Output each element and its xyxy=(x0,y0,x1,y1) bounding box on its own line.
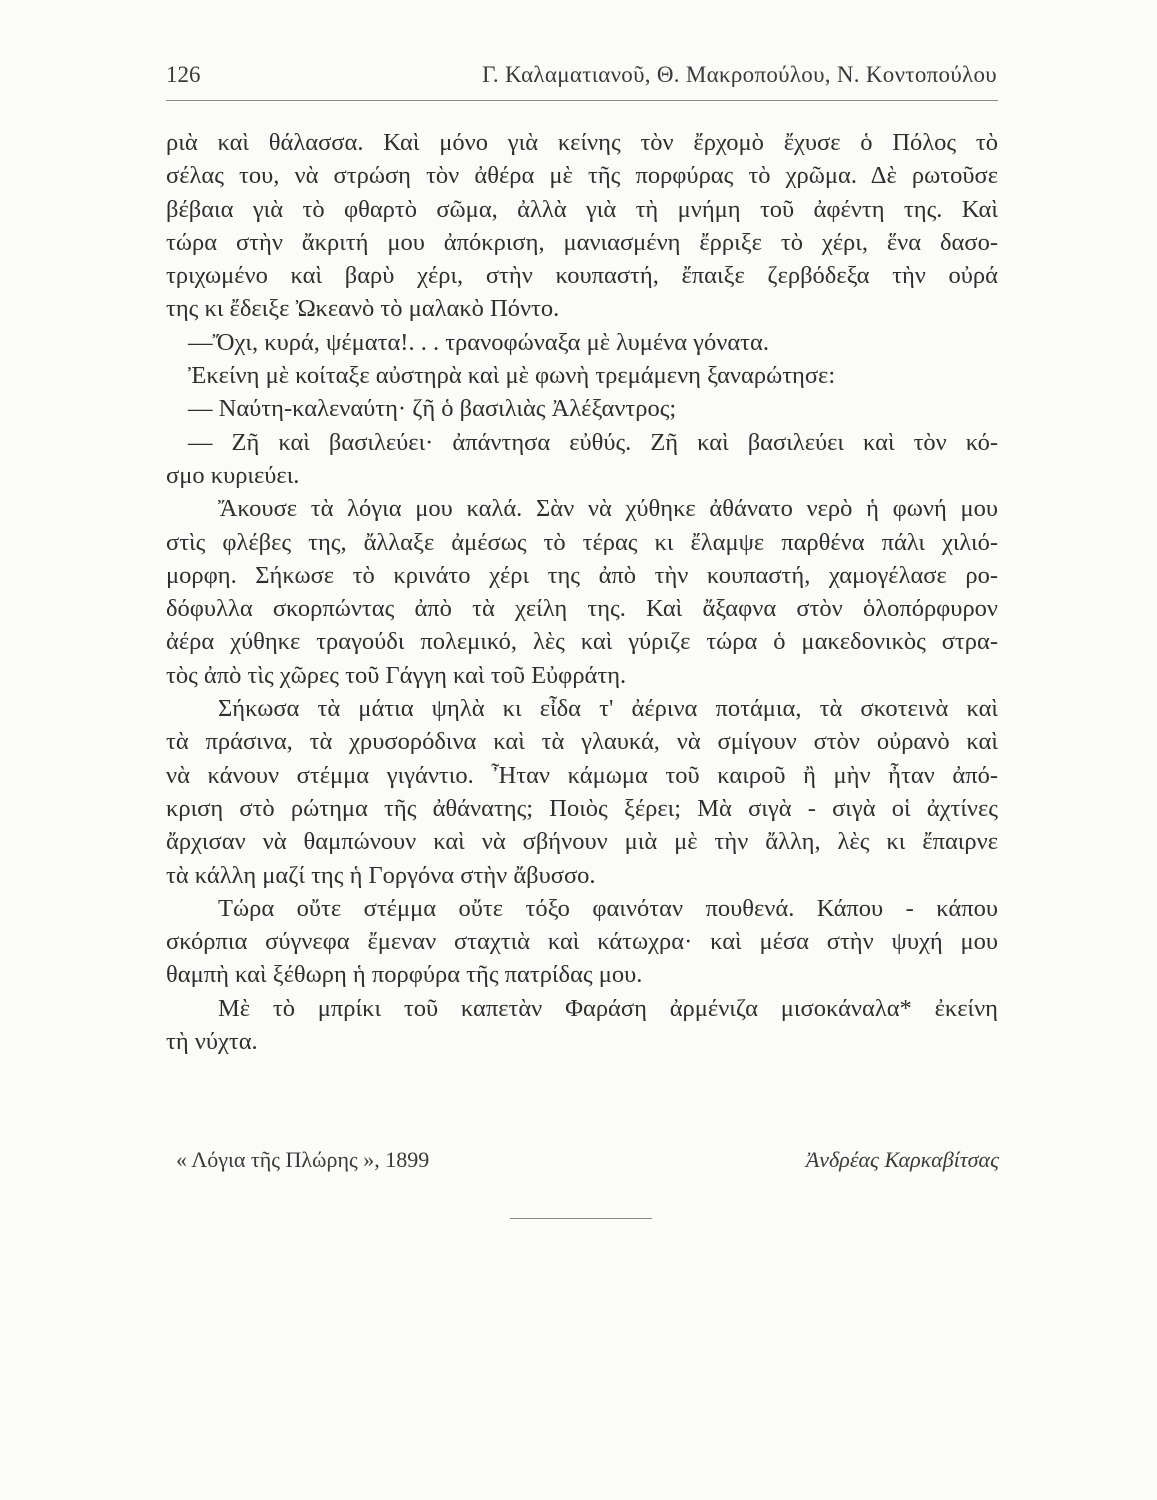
text-line: — Ναύτη-καλεναύτη· ζῆ ὁ βασιλιὰς Ἀλέξαντρος; xyxy=(188,395,677,423)
text-line: Ἄκουσε τὰ λόγια μου καλά. Σὰν νὰ χύθηκε ἀθάνατο νερὸ ἡ φωνή μου xyxy=(218,495,998,523)
text-line: κριση στὸ ρώτημα τῆς ἀθάνατης; Ποιὸς ξέρει; Μὰ σιγὰ - σιγὰ οἱ ἀχτίνες xyxy=(166,794,998,822)
text-line: μορφη. Σήκωσε τὸ κρινάτο χέρι της ἀπὸ τὴν κουπαστή, χαμογέλασε ρο- xyxy=(166,561,998,589)
body-text xyxy=(166,126,998,1058)
text-line: τὴ νύχτα. xyxy=(166,1028,258,1056)
text-line: στὶς φλέβες της, ἄλλαξε ἀμέσως τὸ τέρας κι ἔλαμψε παρθένα πάλι χιλιό- xyxy=(166,528,998,556)
text-line: Σήκωσα τὰ μάτια ψηλὰ κι εἶδα τ' ἀέρινα ποτάμια, τὰ σκοτεινὰ καὶ xyxy=(218,695,998,723)
author-signature: Ἀνδρέας Καρκαβίτσας xyxy=(805,1147,999,1172)
text-line: θαμπὴ καὶ ξέθωρη ἡ πορφύρα τῆς πατρίδας μου. xyxy=(166,961,643,989)
header-rule xyxy=(166,100,998,101)
text-line: τὸς ἀπὸ τὶς χῶρες τοῦ Γάγγη καὶ τοῦ Εὐφράτη. xyxy=(166,661,627,689)
text-line: —Ὄχι, κυρά, ψέματα!. . . τρανοφώναξα μὲ λυμένα γόνατα. xyxy=(188,328,769,356)
text-line: ριὰ καὶ θάλασσα. Καὶ μόνο γιὰ κείνης τὸν ἔρχομὸ ἔχυσε ὁ Πόλος τὸ xyxy=(166,129,998,156)
text-line: τριχωμένο καὶ βαρὺ χέρι, στὴν κουπαστή, ἔπαιξε ζερβόδεξα τὴν οὐρά xyxy=(166,262,998,290)
text-line: σκόρπια σύγνεφα ἔμεναν σταχτιὰ καὶ κάτωχρα· καὶ μέσα στὴν ψυχή μου xyxy=(166,928,998,956)
text-line: δόφυλλα σκορπώντας ἀπὸ τὰ χείλη της. Καὶ ἄξαφνα στὸν ὁλοπόρφυρον xyxy=(166,595,998,623)
text-line: νὰ κάνουν στέμμα γιγάντιο. Ἦταν κάμωμα τοῦ καιροῦ ἢ μὴν ἦταν ἀπό- xyxy=(166,761,998,789)
text-line: τώρα στὴν ἄκριτή μου ἀπόκριση, μανιασμένη ἔρριξε τὸ χέρι, ἕνα δασο- xyxy=(166,228,998,256)
text-line: ἄρχισαν νὰ θαμπώνουν καὶ νὰ σβήνουν μιὰ μὲ τὴν ἄλλη, λὲς κι ἔπαιρνε xyxy=(166,828,998,856)
source-citation: « Λόγια τῆς Πλώρης », 1899 xyxy=(176,1147,430,1172)
text-line: σέλας του, νὰ στρώση τὸν ἀθέρα μὲ τῆς πορφύρας τὸ χρῶμα. Δὲ ρωτοῦσε xyxy=(166,162,998,190)
text-line: ἀέρα χύθηκε τραγούδι πολεμικό, λὲς καὶ γύριζε τώρα ὁ μακεδονικὸς στρα- xyxy=(166,628,998,656)
text-line: βέβαια γιὰ τὸ φθαρτὸ σῶμα, ἀλλὰ γιὰ τὴ μνήμη τοῦ ἀφέντη της. Καὶ xyxy=(166,195,998,223)
running-head: Γ. Καλαματιανοῦ, Θ. Μακροπούλου, Ν. Κοντοπούλου xyxy=(482,62,997,87)
text-line: Μὲ τὸ μπρίκι τοῦ καπετὰν Φαράση ἀρμένιζα μισοκάναλα* ἐκείνη xyxy=(218,994,998,1022)
text-line: Τώρα οὔτε στέμμα οὔτε τόξο φαινόταν πουθενά. Κάπου - κάπου xyxy=(218,894,998,922)
text-line: σμο κυριεύει. xyxy=(166,461,300,489)
text-line: της κι ἔδειξε Ὠκεανὸ τὸ μαλακὸ Πόντο. xyxy=(166,295,560,323)
text-line: — Ζῆ καὶ βασιλεύει· ἀπάντησα εὐθύς. Ζῆ καὶ βασιλεύει καὶ τὸν κό- xyxy=(188,428,998,456)
page-number: 126 xyxy=(166,62,201,87)
text-line: Ἐκείνη μὲ κοίταξε αὐστηρὰ καὶ μὲ φωνὴ τρεμάμενη ξαναρώτησε: xyxy=(188,362,836,390)
text-line: τὰ κάλλη μαζί της ἡ Γοργόνα στὴν ἄβυσσο. xyxy=(166,861,596,889)
end-rule xyxy=(510,1218,652,1219)
text-line: τὰ πράσινα, τὰ χρυσορόδινα καὶ τὰ γλαυκά, νὰ σμίγουν στὸν οὐρανὸ καὶ xyxy=(166,728,998,756)
